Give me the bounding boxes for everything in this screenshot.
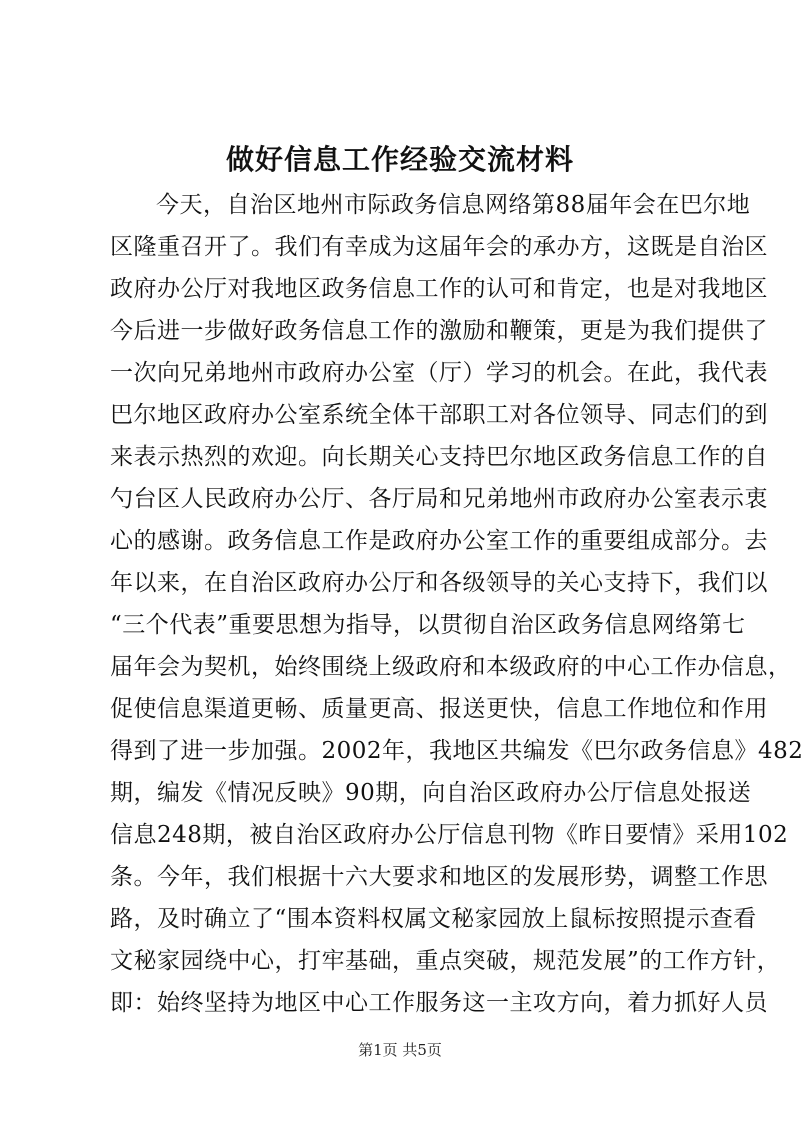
body-line: 政府办公厅对我地区政务信息工作的认可和肯定，也是对我地区 (110, 276, 768, 302)
body-line: 今天，自治区地州市际政务信息网络第88届年会在巴尔地 (156, 192, 751, 218)
body-line: 即：始终坚持为地区中心工作服务这一主攻方向，着力抓好人员 (110, 990, 768, 1016)
body-line: 一次向兄弟地州市政府办公室（厅）学习的机会。在此，我代表 (110, 360, 768, 386)
body-line: 区隆重召开了。我们有幸成为这届年会的承办方，这既是自治区 (110, 234, 768, 260)
body-line: 促使信息渠道更畅、质量更高、报送更快，信息工作地位和作用 (110, 696, 768, 722)
document-body (110, 184, 803, 1024)
body-line: 来表示热烈的欢迎。向长期关心支持巴尔地区政务信息工作的自 (110, 444, 768, 470)
body-line: 巴尔地区政府办公室系统全体干部职工对各位领导、同志们的到 (110, 402, 768, 428)
body-line: 信息248期，被自治区政府办公厅信息刊物《昨日要情》采用102 (110, 822, 789, 848)
body-line: 届年会为契机，始终围绕上级政府和本级政府的中心工作办信息， (110, 654, 792, 680)
body-line: 条。今年，我们根据十六大要求和地区的发展形势，调整工作思 (110, 864, 768, 890)
body-line: 文秘家园绕中心，打牢基础，重点突破，规范发展”的工作方针， (110, 948, 781, 974)
page-number-footer: 第1页 共5页 (358, 1041, 442, 1059)
body-line: 得到了进一步加强。2002年，我地区共编发《巴尔政务信息》482 (110, 738, 803, 764)
document-title: 做好信息工作经验交流材料 (225, 143, 574, 176)
body-line: 路，及时确立了“围本资料权属文秘家园放上鼠标按照提示查看 (110, 906, 757, 932)
body-line: “三个代表”重要思想为指导，以贯彻自治区政务信息网络第七 (110, 612, 746, 638)
body-line: 今后进一步做好政务信息工作的激励和鞭策，更是为我们提供了 (110, 318, 768, 344)
body-line: 年以来，在自治区政府办公厅和各级领导的关心支持下，我们以 (110, 570, 768, 596)
body-line: 勺台区人民政府办公厅、各厅局和兄弟地州市政府办公室表示衷 (110, 486, 768, 512)
body-line: 心的感谢。政务信息工作是政府办公室工作的重要组成部分。去 (110, 528, 768, 554)
body-line: 期，编发《情况反映》90期，向自治区政府办公厅信息处报送 (110, 780, 752, 806)
